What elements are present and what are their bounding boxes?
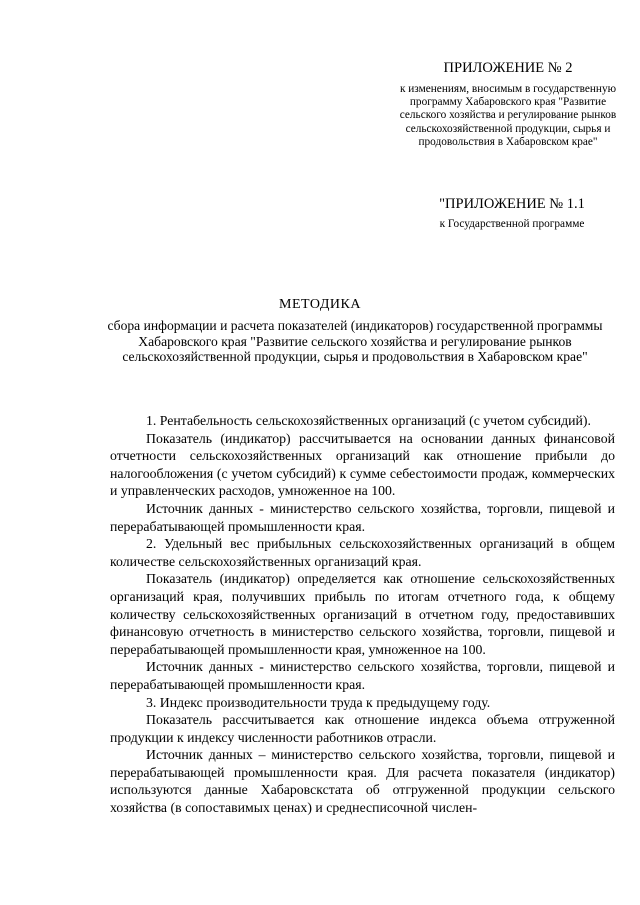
method-subtitle: сбора информации и расчета показателей (индикаторов) государственной программы Хабаровского края "Развитие сельского хозяйства и регулирование рынков сельскохозяйственной продукции, сырья и продовольствия в Хабаровском крае" bbox=[107, 318, 603, 364]
appendix-note: к изменениям, вносимым в государственную программу Хабаровского края "Развитие сельского хозяйства и регулирование рынков сельскохозяйственной продукции, сырья и продовольствия в Хабаровском крае" bbox=[399, 83, 617, 148]
paragraph: 3. Индекс производительности труда к предыдущему году. bbox=[146, 694, 491, 710]
appendix-header bbox=[392, 60, 624, 149]
appendix-inner-note: к Государственной программе bbox=[439, 218, 585, 230]
paragraph: Источник данных - министерство сельского хозяйства, торговли, пищевой и перерабатывающей промышленности края. bbox=[110, 659, 615, 692]
paragraph: Показатель (индикатор) определяется как отношение сельскохозяйственных организаций края, получивших прибыль по итогам отчетного года, к общему количеству сельскохозяйственных организаций в отчетном году, предоставивших финансовую отчетность в министерство сельского хозяйства, торговли, пищевой и перерабатывающей промышленности края, умноженное на 100. bbox=[110, 571, 615, 657]
document-body bbox=[110, 412, 615, 817]
paragraph: Показатель рассчитывается как отношение индекса объема отгруженной продукции к индексу численности работников отрасли. bbox=[110, 712, 615, 745]
paragraph: Источник данных – министерство сельского хозяйства, торговли, пищевой и перерабатывающей промышленности края. Для расчета показателя (индикатор) используются данные Хабаровскстата об отгруженной продукции сельского хозяйства (в сопоставимых ценах) и среднесписочной числен- bbox=[110, 747, 615, 816]
paragraph: Источник данных - министерство сельского хозяйства, торговли, пищевой и перерабатывающей промышленности края. bbox=[110, 500, 615, 534]
paragraph: Показатель (индикатор) рассчитывается на основании данных финансовой отчетности сельскохозяйственных организаций как отношение прибыли до налогообложения (с учетом субсидий) к сумме себестоимости продаж, коммерческих и управленческих расходов, умноженное на 100. bbox=[110, 430, 615, 499]
appendix-inner-title: "ПРИЛОЖЕНИЕ № 1.1 bbox=[439, 196, 585, 212]
method-title: МЕТОДИКА bbox=[279, 297, 361, 312]
appendix-inner-header bbox=[400, 196, 624, 231]
paragraph: 2. Удельный вес прибыльных сельскохозяйственных организаций в общем количестве сельскохозяйственных организаций края. bbox=[110, 536, 615, 569]
paragraph: 1. Рентабельность сельскохозяйственных организаций (с учетом субсидий). bbox=[146, 413, 591, 428]
appendix-title: ПРИЛОЖЕНИЕ № 2 bbox=[443, 60, 573, 76]
